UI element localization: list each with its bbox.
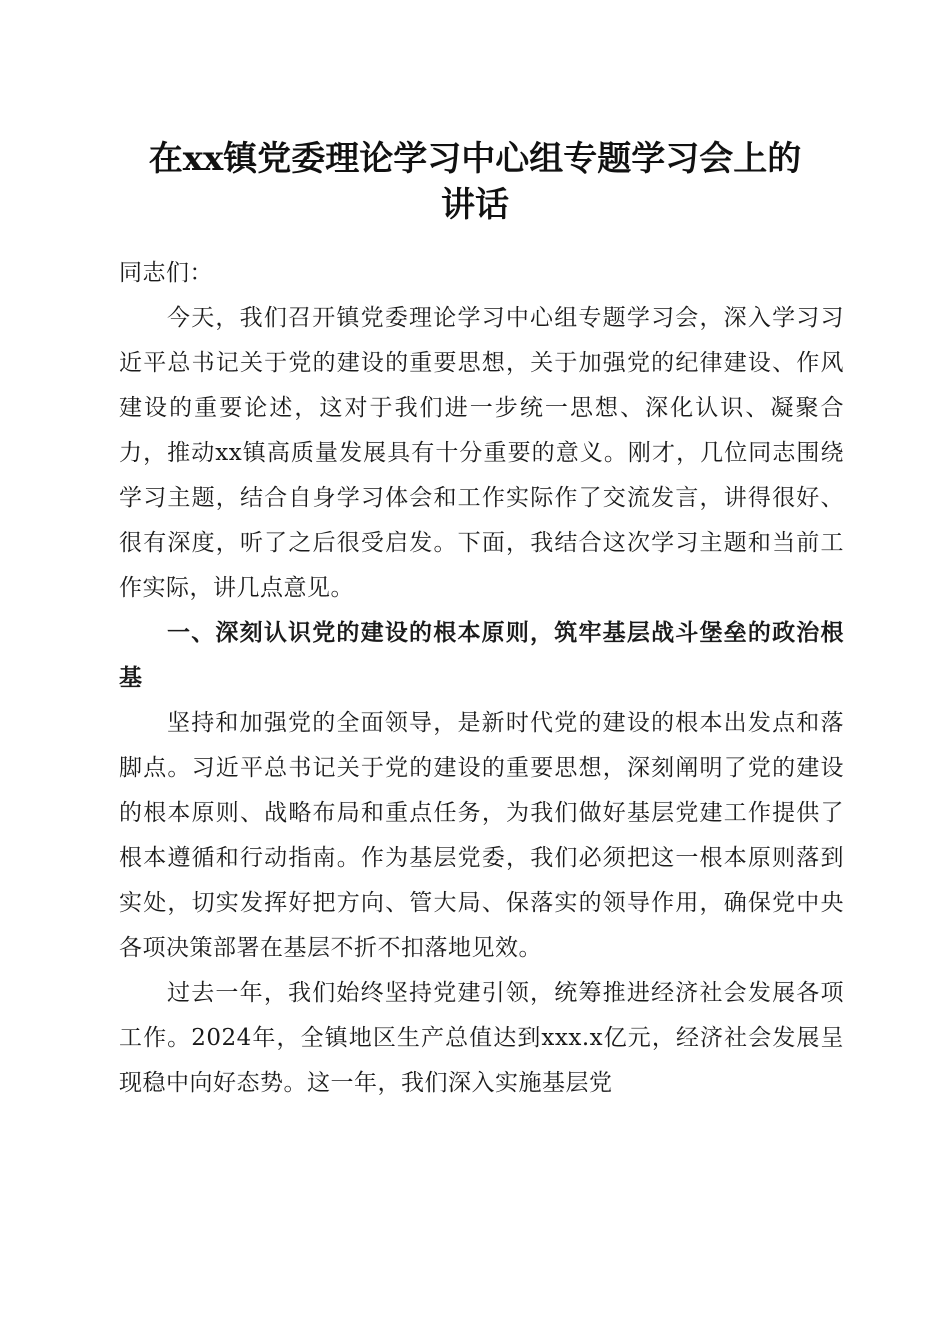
intro-paragraph: 今天，我们召开镇党委理论学习中心组专题学习会，深入学习习近平总书记关于党的建设的重要思想，关于加强党的纪律建设、作风建设的重要论述，这对于我们进一步统一思想、深化认识、凝聚合力，推动xx镇高质量发展具有十分重要的意义。刚才，几位同志围绕学习主题，结合自身学习体会和工作实际作了交流发言，讲得很好、很有深度，听了之后很受启发。下面，我结合这次学习主题和当前工作实际，讲几点意见。	[119, 305, 844, 601]
section-1-paragraph-1: 坚持和加强党的全面领导，是新时代党的建设的根本出发点和落脚点。习近平总书记关于党的建设的重要思想，深刻阐明了党的建设的根本原则、战略布局和重点任务，为我们做好基层党建工作提供了根本遵循和行动指南。作为基层党委，我们必须把这一根本原则落到实处，切实发挥好把方向、管大局、保落实的领导作用，确保党中央各项决策部署在基层不折不扣落地见效。	[119, 710, 844, 961]
document-body	[119, 251, 844, 1106]
section-heading-1: 一、深刻认识党的建设的根本原则，筑牢基层战斗堡垒的政治根基	[119, 620, 844, 691]
salutation: 同志们：	[119, 260, 213, 286]
document-title	[100, 136, 850, 228]
title-line-1: 在xx镇党委理论学习中心组专题学习会上的	[148, 139, 802, 179]
section-1-paragraph-2: 过去一年，我们始终坚持党建引领，统筹推进经济社会发展各项工作。2024年，全镇地区生产总值达到xxx.x亿元，经济社会发展呈现稳中向好态势。这一年，我们深入实施基层党	[119, 980, 844, 1096]
title-line-2: 讲话	[441, 185, 509, 225]
